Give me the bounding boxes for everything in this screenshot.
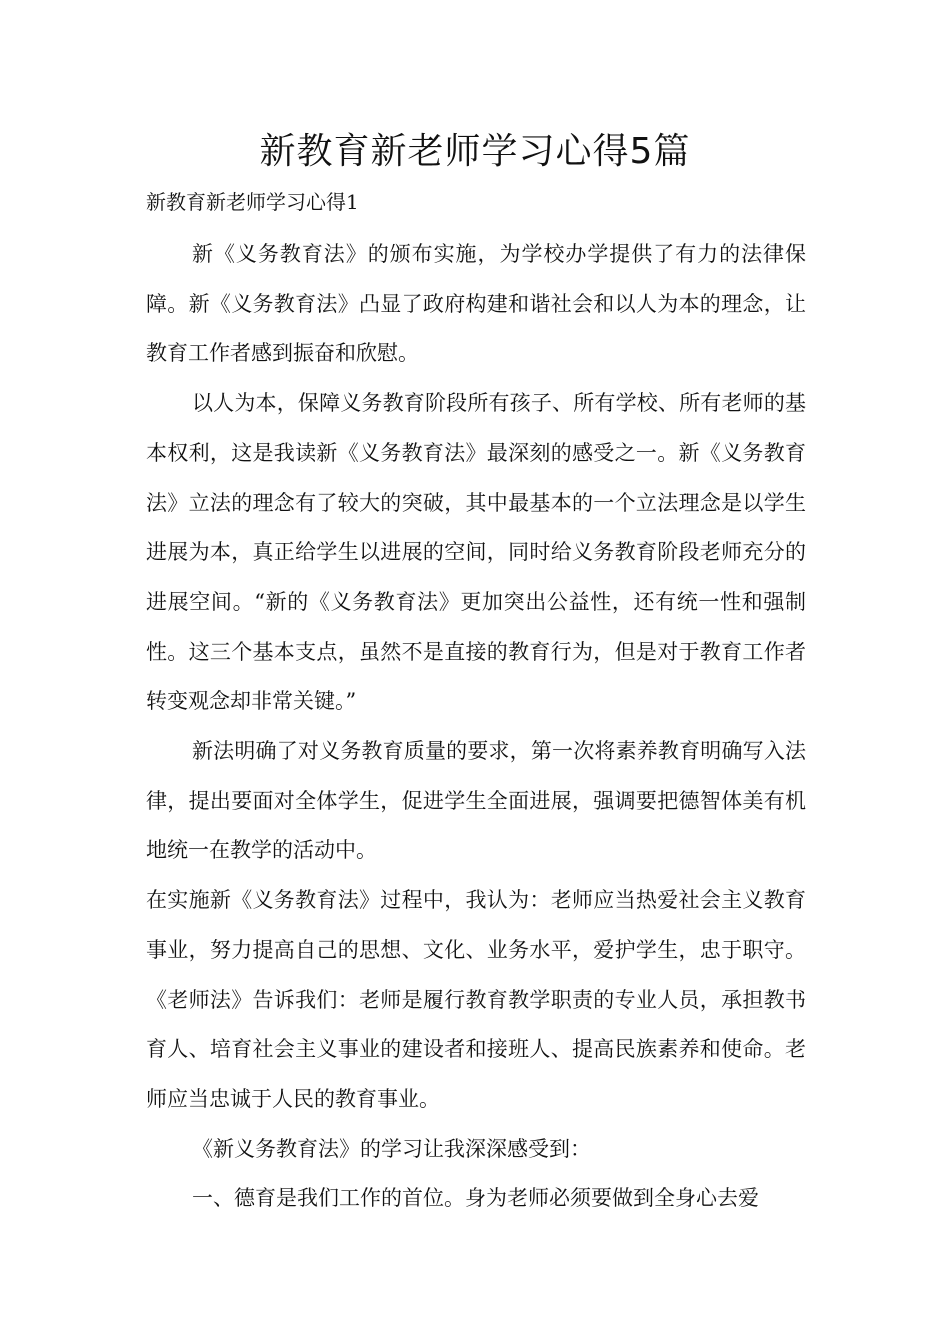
paragraph-2: 以人为本，保障义务教育阶段所有孩子、所有学校、所有老师的基本权利，这是我读新《义务教育法》最深刻的感受之一。新《义务教育法》立法的理念有了较大的突破，其中最基本的一个立法理念是以学生进展为本，真正给学生以进展的空间，同时给义务教育阶段老师充分的进展空间。“新的《义务教育法》更加突出公益性，还有统一性和强制性。这三个基本支点，虽然不是直接的教育行为，但是对于教育工作者转变观念却非常关键。” [146, 391, 806, 714]
paragraph-4: 在实施新《义务教育法》过程中，我认为：老师应当热爱社会主义教育事业，努力提高自己的思想、文化、业务水平，爱护学生，忠于职守。《老师法》告诉我们：老师是履行教育教学职责的专业人员，承担教书育人、培育社会主义事业的建设者和接班人、提高民族素养和使命。老师应当忠诚于人民的教育事业。 [146, 888, 806, 1111]
paragraph-5: 《新义务教育法》的学习让我深深感受到： [192, 1136, 591, 1161]
document-body [146, 230, 806, 1224]
document-title: 新教育新老师学习心得5篇 [259, 131, 691, 172]
document-subtitle: 新教育新老师学习心得1 [146, 190, 359, 214]
paragraph-1: 新《义务教育法》的颁布实施，为学校办学提供了有力的法律保障。新《义务教育法》凸显了政府构建和谐社会和以人为本的理念，让教育工作者感到振奋和欣慰。 [146, 242, 806, 366]
paragraph-3: 新法明确了对义务教育质量的要求，第一次将素养教育明确写入法律，提出要面对全体学生，促进学生全面进展，强调要把德智体美有机地统一在教学的活动中。 [146, 739, 806, 863]
paragraph-6: 一、德育是我们工作的首位。身为老师必须要做到全身心去爱 [192, 1186, 759, 1211]
